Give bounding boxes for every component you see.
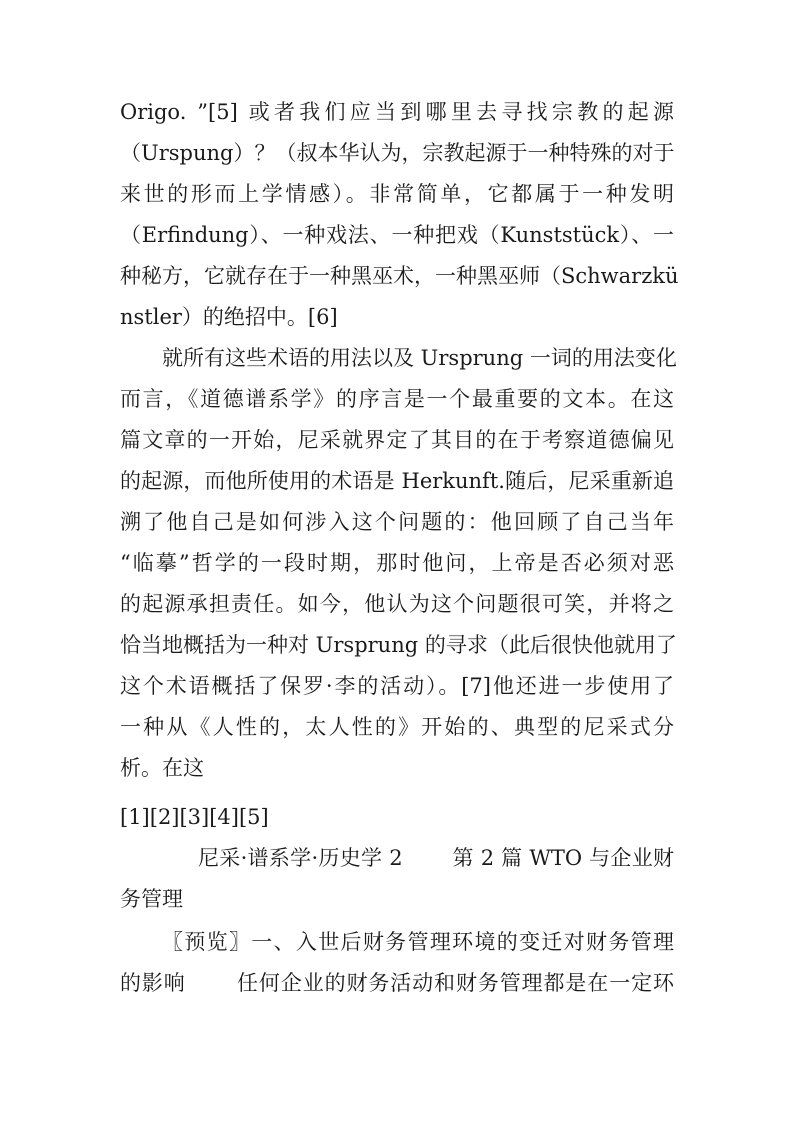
preview-line-1: 〖预览〗一、入世后财务管理环境的变迁对财务管理 <box>162 930 674 954</box>
paragraph-2-line-5: 溯了他自己是如何涉入这个问题的：他回顾了自己当年 <box>120 510 674 534</box>
paragraph-2-line-8: 恰当地概括为一种对 Ursprung 的寻求（此后很快他就用了 <box>120 633 677 657</box>
preview-line-2: 的影响 任何企业的财务活动和财务管理都是在一定环 <box>120 971 674 995</box>
paragraph-1-line-5: 种秘方，它就存在于一种黑巫术，一种黑巫师（Schwarzkü <box>120 264 679 288</box>
paragraph-2-line-3: 篇文章的一开始，尼采就界定了其目的在于考察道德偏见 <box>120 428 674 452</box>
paragraph-1-line-3: 来世的形而上学情感）。非常简单，它都属于一种发明 <box>120 182 674 206</box>
paragraph-2-line-4: 的起源，而他所使用的术语是 Herkunft.随后，尼采重新追 <box>120 469 674 493</box>
next-article-line-2[interactable]: 务管理 <box>120 887 183 911</box>
paragraph-1-line-4: （Erfindung）、一种戏法、一种把戏（Kunststück）、一 <box>120 223 674 247</box>
paragraph-1-line-6: nstler）的绝招中。[6] <box>120 305 338 329</box>
paragraph-2-line-6: “临摹”哲学的一段时期，那时他问，上帝是否必须对恶 <box>120 551 674 575</box>
paragraph-1-line-1: Origo. ”[5] 或者我们应当到哪里去寻找宗教的起源 <box>120 100 674 124</box>
paragraph-2-line-7: 的起源承担责任。如今，他认为这个问题很可笑，并将之 <box>120 592 674 616</box>
paragraph-2-line-11: 析。在这 <box>120 756 204 780</box>
page-links[interactable] <box>120 797 674 838</box>
paragraph-1-line-2: （Urspung）？（叔本华认为，宗教起源于一种特殊的对于 <box>120 141 675 165</box>
page-links-text[interactable]: [1][2][3][4][5] <box>120 805 269 829</box>
paragraph-2-line-10: 一种从《人性的，太人性的》开始的、典型的尼采式分 <box>120 715 674 739</box>
paragraph-2-line-2: 而言，《道德谱系学》的序言是一个最重要的文本。在这 <box>120 387 674 411</box>
next-article-title[interactable] <box>120 838 674 920</box>
paragraph-1 <box>120 92 679 338</box>
next-article-line-1[interactable]: 尼采·谱系学·历史学 2 第 2 篇 WTO 与企业财 <box>198 846 674 870</box>
paragraph-2-line-1: 就所有这些术语的用法以及 Ursprung 一词的用法变化 <box>162 346 677 370</box>
preview-paragraph <box>120 922 674 1004</box>
paragraph-2 <box>120 338 677 789</box>
paragraph-2-line-9: 这个术语概括了保罗·李的活动）。[7]他还进一步使用了 <box>120 674 674 698</box>
